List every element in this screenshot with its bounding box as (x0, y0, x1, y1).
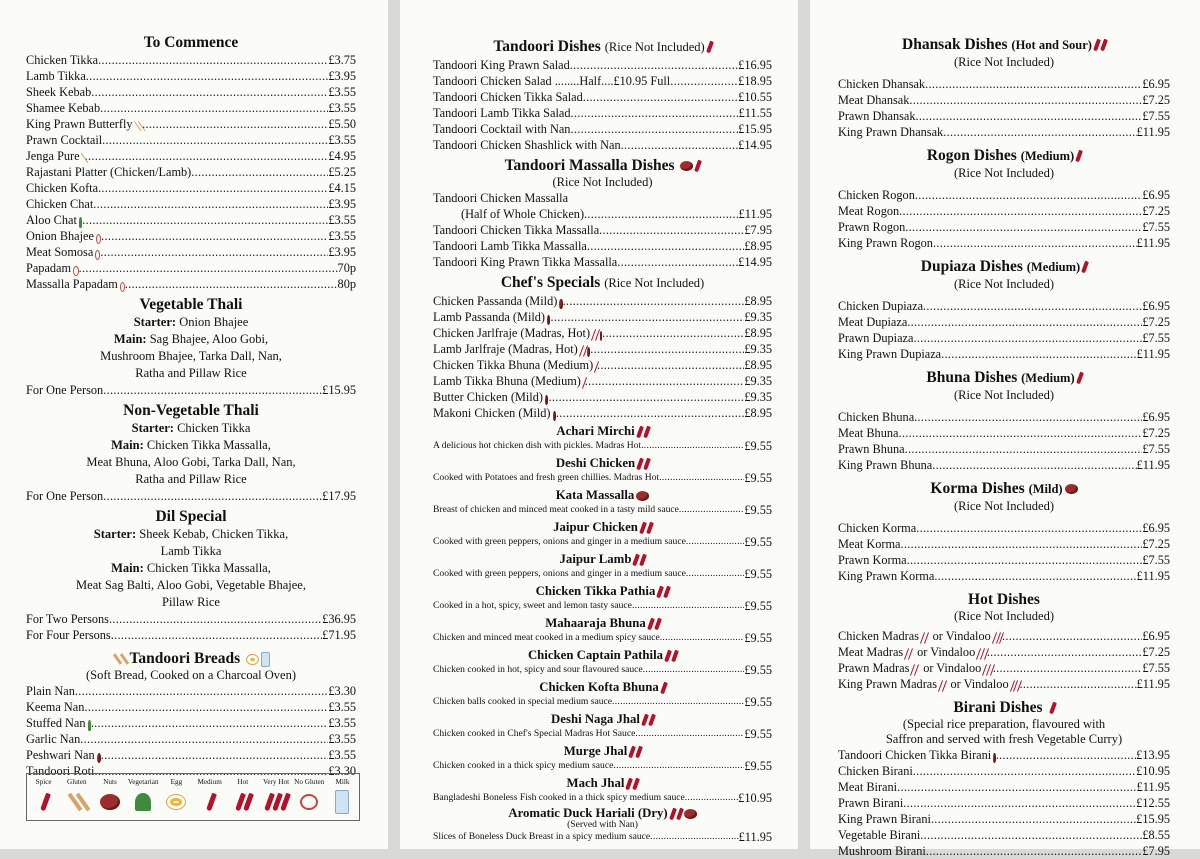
chili-icon (663, 586, 671, 599)
legend-item: Spice (27, 774, 60, 820)
menu-item: For One Person ..... £15.95 (26, 382, 356, 398)
dish-description: Cooked with Potatoes and fresh green chillies. Madras Hot ..... £9.55 (433, 471, 772, 485)
menu-item: Lamb Tikka ..... £3.95 (26, 68, 356, 84)
nut-icon (1065, 484, 1078, 494)
thali-main-line: Meat Bhuna, Aloo Gobi, Tarka Dall, Nan, (86, 455, 296, 469)
menu-item: Meat Rogon ..... £7.25 (838, 203, 1170, 219)
chili-icon (671, 650, 679, 663)
egg-icon (246, 654, 259, 665)
chili-icon (643, 426, 651, 439)
menu-item: Prawn Dhansak ..... £7.55 (838, 108, 1170, 124)
menu-item: Chicken Tikka Bhuna (Medium) ..... £8.95 (433, 357, 772, 373)
menu-item: King Prawn Madras or Vindaloo ..... £11.95 (838, 676, 1170, 692)
menu-panel-left (0, 0, 388, 849)
menu-item: Tandoori King Prawn Tikka Massalla ..... £14.95 (433, 254, 772, 270)
dish-title: Mach Jhal (433, 775, 772, 791)
section-title-birani: Birani Dishes (838, 698, 1170, 717)
menu-item: Makoni Chicken (Mild) ..... £8.95 (433, 405, 772, 421)
menu-item: Lamb Passanda (Mild) ..... £9.35 (433, 309, 772, 325)
menu-item: Chicken Passanda (Mild) ..... £8.95 (433, 293, 772, 309)
menu-item: Chicken Jarlfraje (Madras, Hot) ..... £8.95 (433, 325, 772, 341)
section-note: (Rice Not Included) (954, 388, 1054, 402)
section-title-veg-thali: Vegetable Thali (139, 296, 243, 313)
thali-main-line: Mushroom Bhajee, Tarka Dall, Nan, (100, 349, 282, 363)
chili-icon (643, 458, 651, 471)
section-title-hot: Hot Dishes (968, 591, 1040, 608)
menu-item: Chicken Dupiaza ..... £6.95 (838, 298, 1170, 314)
broccoli-icon (135, 793, 151, 811)
menu-panel-middle (400, 0, 798, 849)
section-title-korma: Korma Dishes (Mild) (838, 479, 1170, 499)
chili-icon (206, 793, 217, 812)
dish-title: Kata Massalla (433, 487, 772, 503)
section-note: (Special rice preparation, flavoured with (902, 717, 1106, 731)
dish-title: Mahaaraja Bhuna (433, 615, 772, 631)
menu-item: Prawn Cocktail ..... £3.55 (26, 132, 356, 148)
section-title-commence: To Commence (143, 34, 239, 51)
thali-main: Main: Sag Bhajee, Aloo Gobi, (113, 332, 269, 346)
menu-item: Meat Dupiaza ..... £7.25 (838, 314, 1170, 330)
menu-item: Shamee Kebab ..... £3.55 (26, 100, 356, 116)
menu-item: Vegetable Birani ..... £8.55 (838, 827, 1170, 843)
menu-item: Tandoori King Prawn Salad ..... £16.95 (433, 57, 772, 73)
menu-item: Tandoori Chicken Salad ........Half....£10.95 Full ..... £18.95 (433, 73, 772, 89)
dish-title: Jaipur Chicken (433, 519, 772, 535)
section-note: (Rice Not Included) (954, 609, 1054, 623)
milk-icon (261, 652, 270, 667)
menu-item: Chicken Korma ..... £6.95 (838, 520, 1170, 536)
dish-description: Bangladeshi Boneless Fish cooked in a thick spicy medium sauce ..... £10.95 (433, 791, 772, 805)
chili-icon (633, 778, 641, 791)
legend-item: Vegetarian (127, 774, 160, 820)
breads-note: (Soft Bread, Cooked on a Charcoal Oven) (85, 668, 296, 682)
menu-item: Meat Bhuna ..... £7.25 (838, 425, 1170, 441)
section-title-nonveg-thali: Non-Vegetable Thali (123, 402, 259, 419)
chili-icon (669, 808, 677, 821)
menu-item-name: Tandoori Chicken Massalla (433, 191, 569, 205)
legend-item: Very Hot (259, 774, 292, 820)
menu-item: For Four Persons ..... £71.95 (26, 627, 356, 643)
menu-item: Lamb Tikka Bhuna (Medium) ..... £9.35 (433, 373, 772, 389)
dish-description: Chicken cooked in hot, spicy and sour flavoured sauce ..... £9.55 (433, 663, 772, 677)
menu-item: King Prawn Rogon ..... £11.95 (838, 235, 1170, 251)
menu-item: Tandoori Lamb Tikka Salad ..... £11.55 (433, 105, 772, 121)
menu-item: Prawn Korma ..... £7.55 (838, 552, 1170, 568)
menu-item: For Two Persons ..... £36.95 (26, 611, 356, 627)
milk-icon (335, 790, 349, 814)
chili-icon (640, 554, 648, 567)
menu-item: Rajastani Platter (Chicken/Lamb) ..... £5.25 (26, 164, 356, 180)
chili-icon (1081, 261, 1089, 274)
dish-title: Chicken Captain Pathila (433, 647, 772, 663)
chili-icon (676, 808, 684, 821)
section-note: (Rice Not Included) (954, 55, 1054, 69)
dish-description: Cooked with green peppers, onions and ginger in a medium sauce ..... £9.55 (433, 535, 772, 549)
chili-icon (914, 664, 919, 676)
menu-item: Tandoori Cocktail with Nan ..... £15.95 (433, 121, 772, 137)
menu-item: Meat Korma ..... £7.25 (838, 536, 1170, 552)
dish-title: Aromatic Duck Hariali (Dry) (433, 807, 772, 820)
dish-title: Chicken Kofta Bhuna (433, 679, 772, 695)
dish-title: Murge Jhal (433, 743, 772, 759)
chili-icon (924, 632, 929, 644)
section-title-massalla: Tandoori Massalla Dishes (433, 156, 772, 175)
menu-item: King Prawn Bhuna ..... £11.95 (838, 457, 1170, 473)
no-gluten-icon (300, 794, 318, 810)
special-main: Main: Chicken Tikka Massalla, (111, 561, 271, 575)
dish-description: Chicken balls cooked in special medium sauce ..... £9.55 (433, 695, 772, 709)
chili-icon (942, 680, 947, 691)
menu-item: Aloo Chat ..... £3.55 (26, 212, 356, 228)
menu-item: For One Person ..... £17.95 (26, 488, 356, 504)
menu-item: Mushroom Birani ..... £7.95 (838, 843, 1170, 859)
menu-item: Chicken Bhuna ..... £6.95 (838, 409, 1170, 425)
menu-item: Onion Bhajee ..... £3.55 (26, 228, 356, 244)
dish-note: (Served with Nan) (567, 819, 638, 831)
legend-item: Egg (160, 774, 193, 820)
egg-icon (166, 794, 186, 810)
menu-item: Chicken Madras or Vindaloo ..... £6.95 (838, 628, 1170, 644)
menu-item: Tandoori Chicken Tikka Birani ..... £13.95 (838, 747, 1170, 763)
section-note: (Rice Not Included) (954, 499, 1054, 513)
dish-description: Breast of chicken and minced meat cooked in a tasty mild sauce ..... £9.55 (433, 503, 772, 517)
menu-item: King Prawn Korma ..... £11.95 (838, 568, 1170, 584)
legend-item: Nuts (93, 774, 126, 820)
chili-icon (1100, 39, 1108, 52)
menu-item: Tandoori Lamb Tikka Massalla ..... £8.95 (433, 238, 772, 254)
menu-item: Peshwari Nan ..... £3.55 (26, 747, 356, 763)
section-title-rogon: Rogon Dishes (Medium) (838, 146, 1170, 166)
dish-description: Slices of Boneless Duck Breast in a spicy medium sauce ..... £11.95 (433, 830, 772, 844)
menu-item: Prawn Birani ..... £12.55 (838, 795, 1170, 811)
menu-item: Chicken Chat ..... £3.95 (26, 196, 356, 212)
menu-item: Prawn Dupiaza ..... £7.55 (838, 330, 1170, 346)
section-title-dhansak: Dhansak Dishes (Hot and Sour) (838, 35, 1170, 55)
thali-starter: Starter: Chicken Tikka (131, 421, 251, 435)
menu-item: King Prawn Dupiaza ..... £11.95 (838, 346, 1170, 362)
dish-title: Achari Mirchi (433, 423, 772, 439)
section-title-dupiaza: Dupiaza Dishes (Medium) (838, 257, 1170, 277)
dish-description: Cooked with green peppers, onions and ginger in a medium sauce ..... £9.55 (433, 567, 772, 581)
menu-item: Meat Dhansak ..... £7.25 (838, 92, 1170, 108)
dish-title: Deshi Naga Jhal (433, 711, 772, 727)
menu-item: Massalla Papadam ..... 80p (26, 276, 356, 292)
legend-item: No Gluten (293, 774, 326, 820)
legend-item: Milk (326, 774, 359, 820)
chili-icon (1075, 150, 1083, 163)
thali-main-line: Ratha and Pillaw Rice (135, 472, 247, 486)
section-title-bhuna: Bhuna Dishes (Medium) (838, 368, 1170, 388)
dish-description: Chicken cooked in a thick spicy medium sauce ..... £9.55 (433, 759, 772, 773)
menu-item: Jenga Pure ..... £4.95 (26, 148, 356, 164)
menu-item: Butter Chicken (Mild) ..... £9.35 (433, 389, 772, 405)
menu-item: Garlic Nan ..... £3.55 (26, 731, 356, 747)
menu-item: Sheek Kebab ..... £3.55 (26, 84, 356, 100)
chili-icon (646, 522, 654, 535)
section-title-dil-special: Dil Special (155, 508, 227, 525)
menu-item: Chicken Dhansak ..... £6.95 (838, 76, 1170, 92)
chili-icon (595, 329, 600, 341)
menu-item: Chicken Tikka ..... £3.75 (26, 52, 356, 68)
massalla-note: (Rice Not Included) (552, 175, 653, 189)
dish-title: Jaipur Lamb (433, 551, 772, 567)
menu-item: Stuffed Nan ..... £3.55 (26, 715, 356, 731)
chili-icon (1049, 702, 1057, 715)
menu-item: (Half of Whole Chicken) ..... £11.95 (433, 206, 772, 222)
section-note: Saffron and served with fresh Vegetable Curry) (885, 732, 1123, 746)
dish-description: Chicken and minced meat cooked in a medium spicy sauce ..... £9.55 (433, 631, 772, 645)
section-note: (Rice Not Included) (954, 277, 1054, 291)
menu-item: Plain Nan ..... £3.30 (26, 683, 356, 699)
section-title-chefs: Chef's Specials (Rice Not Included) (500, 274, 705, 291)
thali-main: Main: Chicken Tikka Massalla, (111, 438, 271, 452)
dish-description: Cooked in a hot, spicy, sweet and lemon tasty sauce ..... £9.55 (433, 599, 772, 613)
menu-item: Meat Birani ..... £11.95 (838, 779, 1170, 795)
chili-icon (40, 793, 51, 812)
special-starter-line: Lamb Tikka (160, 544, 222, 558)
menu-item: King Prawn Dhansak ..... £11.95 (838, 124, 1170, 140)
special-starter: Starter: Sheek Kebab, Chicken Tikka, (93, 527, 289, 541)
menu-item: Chicken Kofta ..... £4.15 (26, 180, 356, 196)
legend-item: Medium (193, 774, 226, 820)
section-title-breads: Tandoori Breads (26, 649, 356, 668)
chili-icon (1076, 372, 1084, 385)
menu-item: Meat Madras or Vindaloo ..... £7.25 (838, 644, 1170, 660)
legend-item: Hot (226, 774, 259, 820)
chili-icon (636, 426, 644, 439)
special-main-line: Pillaw Rice (162, 595, 220, 609)
menu-item: Papadam ..... 70p (26, 260, 356, 276)
menu-panel-right (810, 0, 1200, 858)
menu-item: Keema Nan ..... £3.55 (26, 699, 356, 715)
menu-item: King Prawn Butterfly ..... £5.50 (26, 116, 356, 132)
menu-item: Chicken Birani ..... £10.95 (838, 763, 1170, 779)
nut-icon (100, 794, 120, 810)
nut-icon (684, 809, 697, 819)
menu-item: Meat Somosa ..... £3.95 (26, 244, 356, 260)
chili-icon (654, 618, 662, 631)
section-note: (Rice Not Included) (954, 166, 1054, 180)
menu-item: Tandoori Chicken Tikka Massalla ..... £7.95 (433, 222, 772, 238)
nut-icon (680, 161, 693, 171)
menu-item: King Prawn Birani ..... £15.95 (838, 811, 1170, 827)
menu-item: Tandoori Chicken Tikka Salad ..... £10.55 (433, 89, 772, 105)
menu-item: Prawn Rogon ..... £7.55 (838, 219, 1170, 235)
dish-title: Chicken Tikka Pathia (433, 583, 772, 599)
menu-item: Prawn Madras or Vindaloo ..... £7.55 (838, 660, 1170, 676)
chili-icon (908, 648, 913, 660)
menu-item: Lamb Jarlfraje (Madras, Hot) ..... £9.35 (433, 341, 772, 357)
special-main-line: Meat Sag Balti, Aloo Gobi, Vegetable Bhajee, (76, 578, 306, 592)
menu-item: Tandoori Roti ..... £3.30 (26, 763, 356, 779)
dish-title: Deshi Chicken (433, 455, 772, 471)
chili-icon (660, 682, 668, 695)
menu-item: Tandoori Chicken Shashlick with Nan ..... £14.95 (433, 137, 772, 153)
allergen-legend (26, 773, 360, 821)
dish-description: A delicious hot chicken dish with pickles. Madras Hot ..... £9.55 (433, 439, 772, 453)
menu-item: Prawn Bhuna ..... £7.55 (838, 441, 1170, 457)
thali-main-line: Ratha and Pillaw Rice (135, 366, 247, 380)
commence-list (26, 52, 356, 292)
legend-item: Gluten (60, 774, 93, 820)
section-title-tandoori: Tandoori Dishes (Rice Not Included) (433, 37, 772, 57)
menu-item: Chicken Rogon ..... £6.95 (838, 187, 1170, 203)
chili-icon (694, 160, 702, 173)
chili-icon (706, 41, 714, 54)
dish-description: Chicken cooked in Chef's Special Madras Hot Sauce ..... £9.55 (433, 727, 772, 741)
nut-icon (636, 491, 649, 501)
thali-starter: Starter: Onion Bhajee (133, 315, 249, 329)
chili-icon (635, 746, 643, 759)
chili-icon (648, 714, 656, 727)
